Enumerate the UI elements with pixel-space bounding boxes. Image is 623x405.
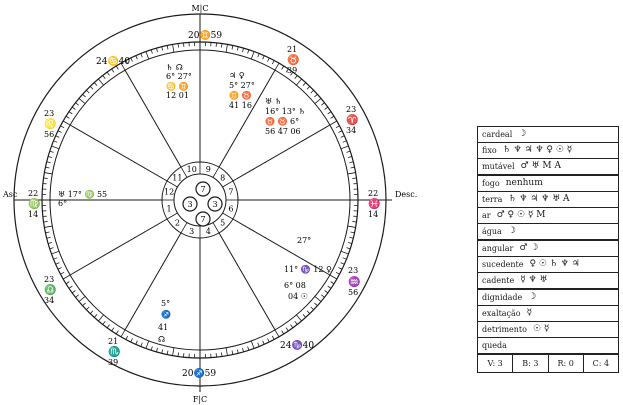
summary-cell: C: 4 — [583, 355, 618, 372]
row-value: ☉ ☿ — [532, 324, 550, 334]
degree-tick — [52, 251, 60, 254]
cusp-12-min: 56 — [44, 130, 55, 139]
planet-line: ♐ — [161, 310, 171, 319]
degree-tick — [44, 226, 52, 227]
inner-house-number: 2 — [174, 218, 180, 228]
table-row — [478, 239, 618, 256]
degree-tick — [45, 232, 49, 233]
cusp-6-deg: 23 — [348, 266, 359, 275]
degree-tick — [86, 307, 89, 310]
degree-tick — [341, 251, 349, 254]
degree-tick — [248, 50, 249, 54]
planet-line: 11° ♑ 12 ♀ — [284, 265, 332, 274]
degree-tick — [343, 141, 347, 142]
planet-line: 6° 27° — [166, 72, 192, 81]
degree-tick — [351, 167, 355, 168]
degree-tick — [141, 54, 142, 58]
row-label: terra — [482, 194, 503, 204]
planet-line: 27° — [297, 236, 312, 245]
desc-label: Desc. — [395, 190, 418, 199]
classification-table — [477, 126, 619, 373]
cusp-ic-label: 20♐59 — [182, 369, 217, 379]
row-label: água — [482, 226, 502, 236]
degree-tick — [151, 346, 152, 350]
cusp-2-sign: ♎ — [44, 285, 57, 296]
degree-tick — [325, 107, 328, 109]
degree-tick — [98, 79, 103, 85]
cusp-asc-deg: 22 — [28, 189, 39, 198]
row-value: ☽ — [507, 226, 516, 236]
degree-tick — [307, 86, 310, 89]
planet-line: 41 — [158, 323, 169, 332]
degree-tick — [232, 45, 233, 49]
degree-tick — [54, 258, 58, 259]
degree-tick — [315, 98, 321, 103]
row-value: ☿ — [526, 308, 533, 318]
degree-tick — [86, 90, 89, 93]
house-cusp-line — [125, 233, 181, 330]
planet-line: 6° — [58, 199, 68, 208]
cusp-8-sign: ♈ — [346, 115, 359, 126]
table-row — [478, 174, 618, 191]
degree-tick — [173, 44, 174, 52]
cusp-6-min: 56 — [348, 288, 359, 297]
cusp-6-sign: ♒ — [348, 277, 361, 288]
row-label: cardeal — [482, 129, 513, 139]
inner-house-number: 1 — [166, 204, 172, 214]
degree-tick — [336, 126, 340, 128]
row-value: ♂ ♀ ☉ ☿ M — [496, 210, 546, 220]
cusp-desc-sign: ♓ — [368, 199, 381, 210]
degree-tick — [45, 167, 49, 168]
planet-line: 5° — [161, 299, 171, 308]
planet-line: ♊ ♉ — [229, 91, 252, 100]
cusp-9-deg: 21 — [287, 45, 298, 54]
table-row — [478, 223, 618, 239]
degree-tick — [44, 178, 48, 179]
degree-tick — [50, 248, 54, 249]
degree-tick — [251, 52, 254, 60]
planet-line: 5° 27° — [229, 81, 255, 90]
degree-tick — [54, 141, 58, 142]
planet-group-capricorn — [284, 236, 332, 301]
degree-tick — [79, 98, 85, 103]
degree-tick — [328, 286, 331, 288]
degree-tick — [56, 136, 60, 138]
degree-tick — [348, 226, 356, 227]
degree-tick — [272, 336, 274, 340]
row-label: sucedente — [482, 259, 524, 269]
inner-house-number: 12 — [163, 187, 175, 197]
cusp-11-label: 24♋40 — [96, 57, 131, 67]
row-value: ♀ ☉ ♄ ♆ ♃ — [529, 259, 580, 269]
degree-tick — [83, 303, 86, 306]
degree-tick — [296, 79, 301, 85]
degree-tick — [116, 331, 118, 334]
degree-tick — [315, 296, 321, 301]
degree-tick — [258, 54, 259, 58]
degree-tick — [311, 90, 314, 93]
degree-tick — [296, 315, 301, 321]
degree-tick — [330, 275, 337, 279]
degree-tick — [242, 48, 243, 52]
table-row — [478, 207, 618, 223]
degree-tick — [156, 48, 157, 52]
mc-label: M|C — [191, 4, 209, 13]
degree-tick — [69, 286, 72, 288]
degree-tick — [341, 136, 345, 138]
cusp-desc-deg: 22 — [368, 189, 379, 198]
degree-tick — [47, 237, 51, 238]
table-row — [478, 127, 618, 142]
degree-tick — [151, 50, 152, 54]
row-label: fixo — [482, 145, 497, 155]
row-label: mutável — [482, 161, 515, 171]
degree-tick — [242, 348, 243, 352]
degree-tick — [328, 112, 331, 114]
inner-circle-number: 7 — [200, 215, 206, 224]
degree-tick — [48, 156, 52, 157]
degree-tick — [66, 116, 69, 118]
degree-tick — [162, 47, 163, 51]
degree-tick — [272, 60, 274, 64]
fc-label: F|C — [192, 395, 208, 404]
inner-house-number: 6 — [228, 204, 234, 214]
planet-line: ♉ ♉ 6° — [265, 117, 300, 126]
cusp-3-sign: ♏ — [108, 347, 121, 358]
degree-tick — [314, 303, 317, 306]
planet-line: 6° 08 — [284, 281, 306, 290]
degree-tick — [60, 126, 64, 128]
cusp-desc-min: 14 — [368, 210, 379, 219]
degree-tick — [336, 272, 340, 274]
degree-tick — [44, 221, 48, 222]
row-value: ♄ ♆ ♃ ♆ ♅ A — [508, 194, 570, 204]
table-row — [478, 142, 618, 158]
row-label: cadente — [482, 275, 515, 285]
cusp-9-min: 39 — [287, 66, 298, 75]
degree-tick — [79, 296, 85, 301]
row-label: fogo — [482, 178, 500, 188]
cusp-2-deg: 23 — [44, 275, 55, 284]
degree-tick — [232, 351, 233, 355]
inner-house-number: 7 — [228, 187, 234, 197]
degree-tick — [348, 156, 352, 157]
degree-tick — [126, 336, 128, 340]
table-summary — [478, 353, 618, 372]
degree-tick — [44, 173, 52, 174]
degree-tick — [52, 146, 60, 149]
degree-tick — [173, 348, 174, 356]
summary-cell: V: 3 — [487, 358, 503, 368]
cusp-8-min: 34 — [346, 126, 357, 135]
degree-tick — [338, 131, 342, 133]
planet-line: ♃ ♀ — [229, 71, 245, 80]
planet-line: 12 01 — [166, 91, 189, 100]
degree-tick — [325, 291, 328, 293]
degree-tick — [268, 58, 270, 62]
degree-tick — [348, 173, 356, 174]
planet-group-sagittarius — [158, 299, 171, 344]
planet-group-taurus — [229, 71, 255, 110]
degree-tick — [103, 75, 105, 78]
degree-tick — [314, 94, 317, 97]
degree-tick — [83, 94, 86, 97]
cusp-5-label: 24♑40 — [280, 341, 315, 351]
degree-tick — [268, 338, 270, 342]
table-row — [478, 272, 618, 288]
table-row — [478, 305, 618, 321]
row-value: ♄ ♆ ♃ ♆ ♀ ☉ ☿ — [502, 145, 573, 155]
degree-tick — [167, 351, 168, 355]
degree-tick — [131, 338, 133, 342]
degree-tick — [60, 272, 64, 274]
planet-line: 04 ☉ — [288, 292, 308, 301]
planet-group-saturn-gemini — [166, 63, 192, 100]
table-row — [478, 158, 618, 174]
inner-house-number: 8 — [220, 173, 226, 183]
degree-tick — [321, 295, 324, 297]
degree-tick — [156, 348, 157, 352]
degree-tick — [331, 282, 334, 284]
degree-tick — [349, 237, 353, 238]
degree-tick — [286, 328, 288, 331]
degree-tick — [282, 331, 284, 334]
degree-tick — [72, 291, 75, 293]
degree-tick — [94, 314, 97, 317]
cusp-3-min: 39 — [108, 358, 119, 367]
inner-house-number: 10 — [186, 165, 197, 175]
row-label: detrimento — [482, 324, 527, 334]
degree-tick — [343, 258, 347, 259]
degree-tick — [50, 151, 54, 152]
house-cusp-line — [70, 219, 167, 275]
degree-tick — [341, 146, 349, 149]
degree-tick — [275, 330, 279, 337]
inner-house-number: 5 — [220, 218, 226, 228]
row-label: exaltação — [482, 308, 521, 318]
row-label: queda — [482, 340, 507, 350]
degree-tick — [112, 328, 114, 331]
row-value: ♂ ☽ — [519, 243, 539, 253]
degree-tick — [303, 83, 306, 86]
degree-tick — [75, 103, 78, 105]
cusp-12-sign: ♌ — [44, 119, 57, 130]
cusp-mc-label: 20♊59 — [188, 31, 223, 41]
degree-tick — [58, 268, 62, 270]
degree-tick — [258, 343, 259, 347]
row-value: ♂ ♅ M A — [520, 161, 561, 171]
row-label: dignidade — [482, 292, 523, 302]
inner-house-number: 3 — [189, 226, 195, 236]
degree-tick — [321, 103, 324, 105]
degree-tick — [63, 121, 70, 125]
inner-house-number: 4 — [205, 226, 211, 236]
table-row — [478, 191, 618, 207]
cusp-12-deg: 23 — [44, 109, 55, 118]
cusp-asc-sign: ♍ — [28, 199, 41, 210]
asc-label: Asc — [3, 190, 18, 199]
degree-tick — [351, 232, 355, 233]
degree-tick — [112, 69, 114, 72]
inner-circle-number: 3 — [212, 200, 218, 209]
table-row — [478, 337, 618, 353]
degree-tick — [307, 311, 310, 314]
degree-tick — [56, 263, 60, 265]
summary-cell: B: 3 — [512, 355, 547, 372]
degree-tick — [263, 56, 265, 60]
summary-cell: R: 0 — [548, 355, 583, 372]
degree-tick — [146, 341, 149, 349]
inner-house-number: 11 — [172, 173, 183, 183]
degree-tick — [69, 112, 72, 114]
cusp-asc-min: 14 — [28, 210, 39, 219]
planet-line: 56 47 06 — [265, 127, 301, 136]
degree-tick — [178, 353, 179, 357]
degree-tick — [248, 346, 249, 350]
degree-tick — [131, 58, 133, 62]
planet-line: 41 16 — [229, 101, 252, 110]
degree-tick — [275, 63, 279, 70]
degree-tick — [282, 66, 284, 69]
degree-tick — [103, 321, 105, 324]
degree-tick — [47, 162, 51, 163]
degree-tick — [167, 45, 168, 49]
planet-line: ♄ ☊ — [166, 63, 183, 72]
degree-tick — [136, 56, 138, 60]
row-value: ☿ ♆ ♅ — [520, 275, 548, 285]
row-label: angular — [482, 243, 514, 253]
cusp-3-deg: 21 — [108, 337, 119, 346]
degree-tick — [291, 325, 293, 328]
degree-tick — [90, 86, 93, 89]
planet-line: 16° 13° ♄ — [265, 107, 306, 116]
degree-tick — [338, 268, 342, 270]
degree-tick — [311, 307, 314, 310]
table-row — [478, 256, 618, 272]
degree-tick — [66, 282, 69, 284]
degree-tick — [349, 162, 353, 163]
degree-tick — [226, 44, 227, 52]
cusp-2-min: 34 — [44, 296, 55, 305]
degree-tick — [141, 343, 142, 347]
degree-tick — [303, 314, 306, 317]
degree-tick — [346, 151, 350, 152]
planet-line: ♅ 17° ♍ 55 — [58, 190, 108, 199]
degree-tick — [226, 348, 227, 356]
degree-tick — [162, 349, 163, 353]
degree-tick — [237, 47, 238, 51]
degree-tick — [346, 248, 350, 249]
degree-tick — [90, 311, 93, 314]
row-value: ☽ — [518, 129, 527, 139]
degree-tick — [72, 107, 75, 109]
inner-circle-number: 3 — [187, 200, 193, 209]
degree-tick — [107, 325, 109, 328]
table-row — [478, 288, 618, 305]
degree-tick — [107, 72, 109, 75]
inner-house-number: 9 — [205, 165, 211, 175]
degree-tick — [146, 52, 149, 60]
planet-line: ☊ — [158, 335, 166, 344]
row-value: ☽ — [528, 292, 537, 302]
planet-group-aries — [265, 97, 306, 136]
degree-tick — [353, 178, 357, 179]
house-cusp-line — [219, 233, 275, 330]
degree-tick — [331, 116, 334, 118]
degree-tick — [221, 44, 222, 48]
degree-tick — [237, 349, 238, 353]
degree-tick — [348, 242, 352, 243]
degree-tick — [221, 353, 222, 357]
degree-tick — [75, 295, 78, 297]
degree-tick — [98, 315, 103, 321]
degree-tick — [295, 321, 297, 324]
table-row — [478, 321, 618, 337]
degree-tick — [63, 275, 70, 279]
degree-tick — [121, 330, 125, 337]
row-label: ar — [482, 210, 491, 220]
planet-line: ♋ ♊ — [166, 82, 189, 91]
cusp-9-sign: ♉ — [287, 55, 300, 66]
degree-tick — [136, 341, 138, 345]
degree-tick — [295, 75, 297, 78]
degree-tick — [341, 263, 345, 265]
degree-tick — [263, 341, 265, 345]
row-value: nenhum — [505, 178, 543, 188]
degree-tick — [330, 121, 337, 125]
house-cusp-line — [70, 125, 167, 181]
degree-tick — [251, 341, 254, 349]
planet-line: ♅ ♄ — [265, 97, 282, 106]
planet-group-leo — [58, 189, 107, 208]
inner-circle-number: 7 — [200, 185, 206, 194]
degree-tick — [178, 44, 179, 48]
degree-tick — [58, 131, 62, 133]
cusp-8-deg: 23 — [346, 105, 357, 114]
degree-tick — [94, 83, 97, 86]
degree-tick — [48, 242, 52, 243]
degree-tick — [353, 221, 357, 222]
